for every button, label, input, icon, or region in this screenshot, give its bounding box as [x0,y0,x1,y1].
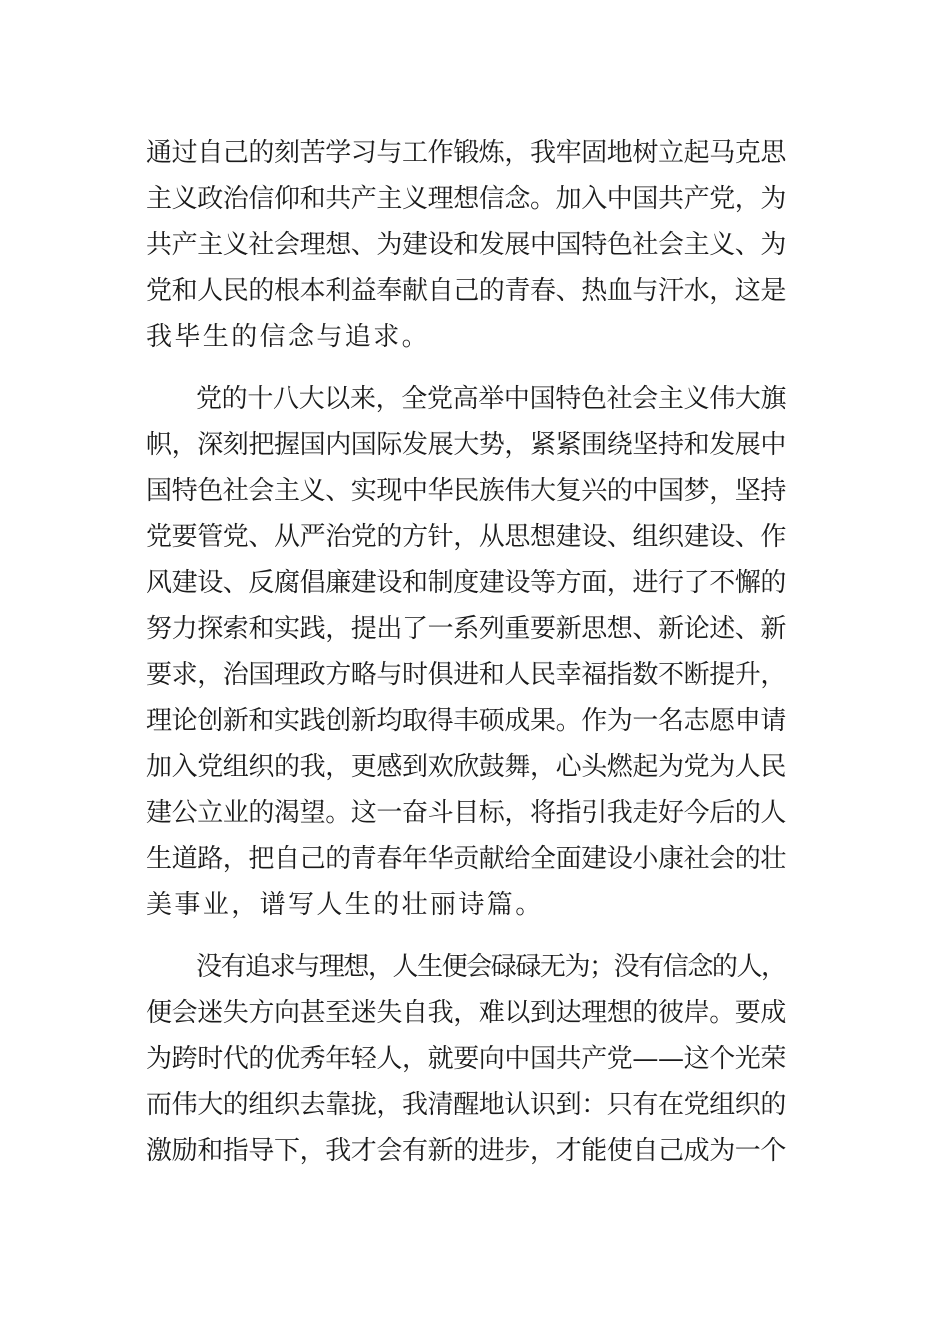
paragraph-2-line-2: 帜，深刻把握国内国际发展大势，紧紧围绕坚持和发展中 [146,430,787,460]
paragraph-3-line-3: 为跨时代的优秀年轻人，就要向中国共产党——这个光荣 [146,1044,787,1074]
paragraph-2-line-7: 要求，治国理政方略与时俱进和人民幸福指数不断提升， [146,660,787,690]
paragraph-2-line-5: 风建设、反腐倡廉建设和制度建设等方面，进行了不懈的 [146,568,787,598]
paragraph-2-line-10: 建公立业的渴望。这一奋斗目标，将指引我走好今后的人 [146,798,787,828]
paragraph-1-line-2: 主义政治信仰和共产主义理想信念。加入中国共产党，为 [146,184,787,214]
paragraph-2-line-6: 努力探索和实践，提出了一系列重要新思想、新论述、新 [146,614,787,644]
paragraph-2-line-9: 加入党组织的我，更感到欢欣鼓舞，心头燃起为党为人民 [146,752,787,782]
paragraph-2-line-1: 党的十八大以来，全党高举中国特色社会主义伟大旗 [196,384,787,414]
paragraph-2-line-12: 美事业，谱写人生的壮丽诗篇。 [146,890,544,920]
paragraph-3-line-4: 而伟大的组织去靠拢，我清醒地认识到：只有在党组织的 [146,1090,787,1120]
paragraph-2-line-3: 国特色社会主义、实现中华民族伟大复兴的中国梦，坚持 [146,476,787,506]
paragraph-1-line-3: 共产主义社会理想、为建设和发展中国特色社会主义、为 [146,230,787,260]
paragraph-1-line-4: 党和人民的根本利益奉献自己的青春、热血与汗水，这是 [146,276,787,306]
paragraph-1-line-5: 我毕生的信念与追求。 [146,322,431,352]
paragraph-3-line-5: 激励和指导下，我才会有新的进步，才能使自己成为一个 [146,1136,787,1166]
paragraph-1-line-1: 通过自己的刻苦学习与工作锻炼，我牢固地树立起马克思 [146,138,787,168]
paragraph-2-line-8: 理论创新和实践创新均取得丰硕成果。作为一名志愿申请 [146,706,787,736]
paragraph-2-line-4: 党要管党、从严治党的方针，从思想建设、组织建设、作 [146,522,787,552]
paragraph-2-line-11: 生道路，把自己的青春年华贡献给全面建设小康社会的壮 [146,844,787,874]
paragraph-3-line-1: 没有追求与理想，人生便会碌碌无为；没有信念的人， [196,952,786,982]
paragraph-3-line-2: 便会迷失方向甚至迷失自我，难以到达理想的彼岸。要成 [146,998,787,1028]
